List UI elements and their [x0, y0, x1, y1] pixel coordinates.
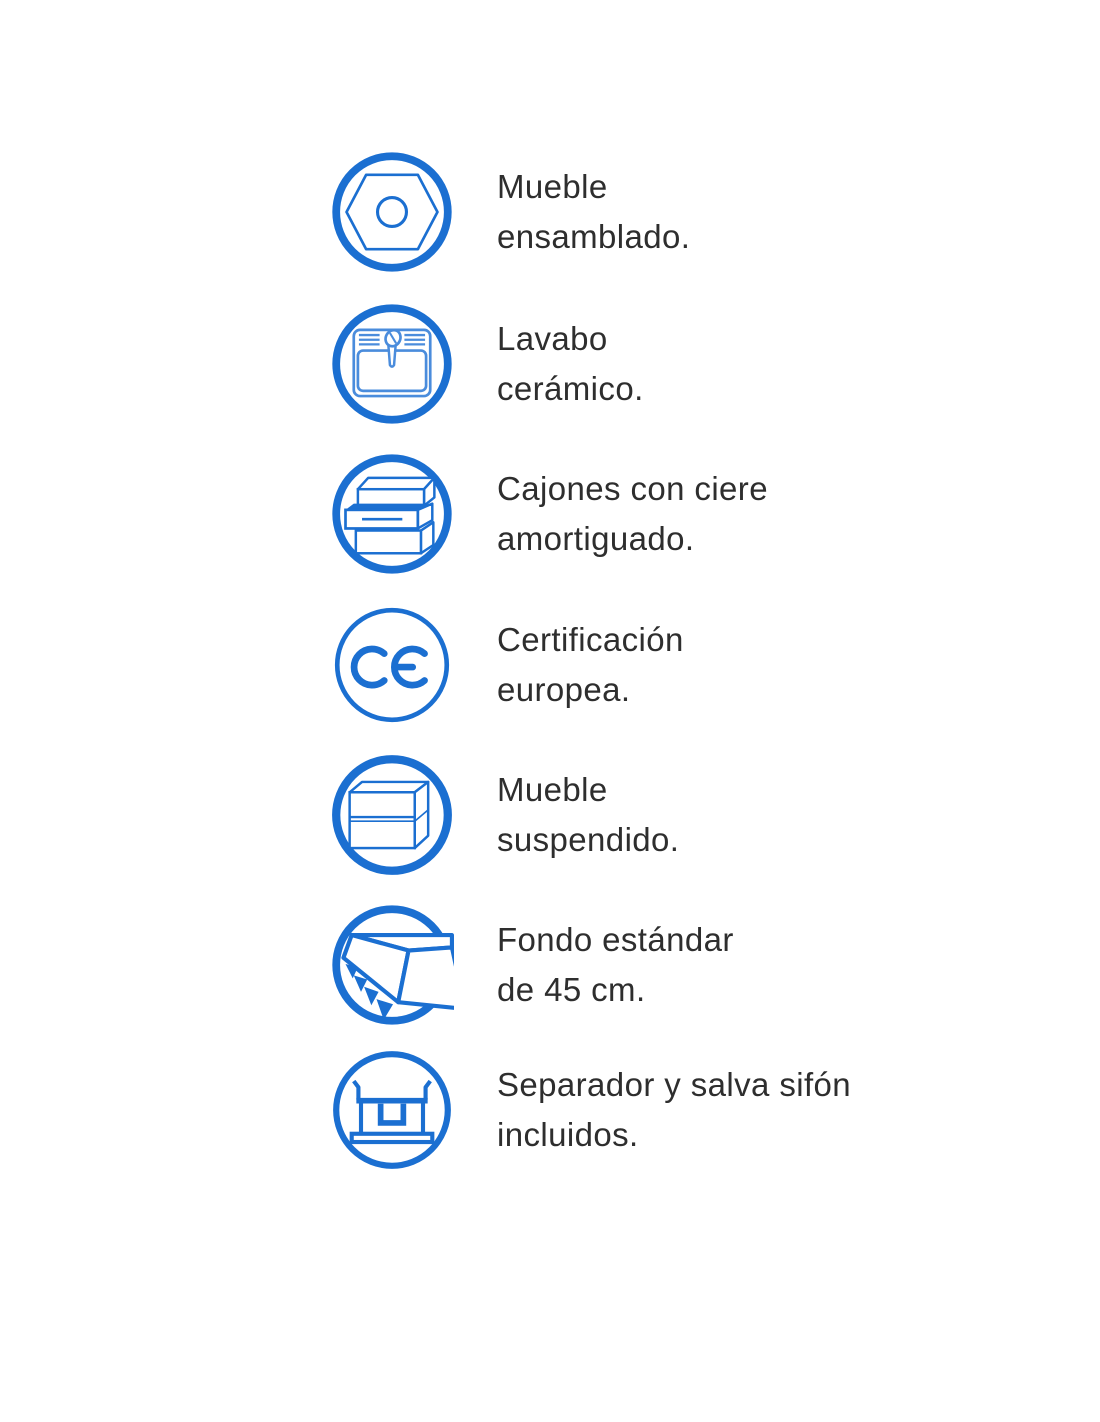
feature-text — [497, 915, 734, 1015]
feature-row-lavabo — [330, 302, 644, 426]
soft-close-drawer-icon — [330, 452, 454, 576]
ce-mark-icon — [330, 603, 454, 727]
feature-row-separador — [330, 1048, 851, 1172]
ceramic-sink-icon — [330, 302, 454, 426]
feature-text — [497, 162, 690, 262]
feature-row-fondo — [330, 903, 734, 1027]
feature-row-certificacion — [330, 603, 684, 727]
feature-text — [497, 615, 684, 715]
feature-line: suspendido. — [497, 821, 680, 858]
feature-line: europea. — [497, 671, 631, 708]
depth-icon — [330, 903, 454, 1027]
feature-row-cajones — [330, 452, 768, 576]
feature-line: de 45 cm. — [497, 971, 646, 1008]
feature-line: Cajones con ciere — [497, 470, 768, 507]
feature-line: Certificación — [497, 621, 684, 658]
feature-line: cerámico. — [497, 370, 644, 407]
feature-text — [497, 1060, 851, 1160]
feature-text — [497, 464, 768, 564]
feature-line: incluidos. — [497, 1116, 639, 1153]
feature-row-suspendido — [330, 753, 679, 877]
feature-line: ensamblado. — [497, 218, 691, 255]
feature-row-ensamblado — [330, 150, 690, 274]
hex-nut-icon — [330, 150, 454, 274]
feature-line: Fondo estándar — [497, 921, 734, 958]
feature-line: amortiguado. — [497, 520, 695, 557]
feature-text — [497, 314, 644, 414]
feature-line: Mueble — [497, 771, 608, 808]
siphon-separator-icon — [330, 1048, 454, 1172]
feature-line: Separador y salva sifón — [497, 1066, 852, 1103]
feature-line: Lavabo — [497, 320, 608, 357]
feature-text — [497, 765, 679, 865]
feature-line: Mueble — [497, 168, 608, 205]
wall-cabinet-icon — [330, 753, 454, 877]
